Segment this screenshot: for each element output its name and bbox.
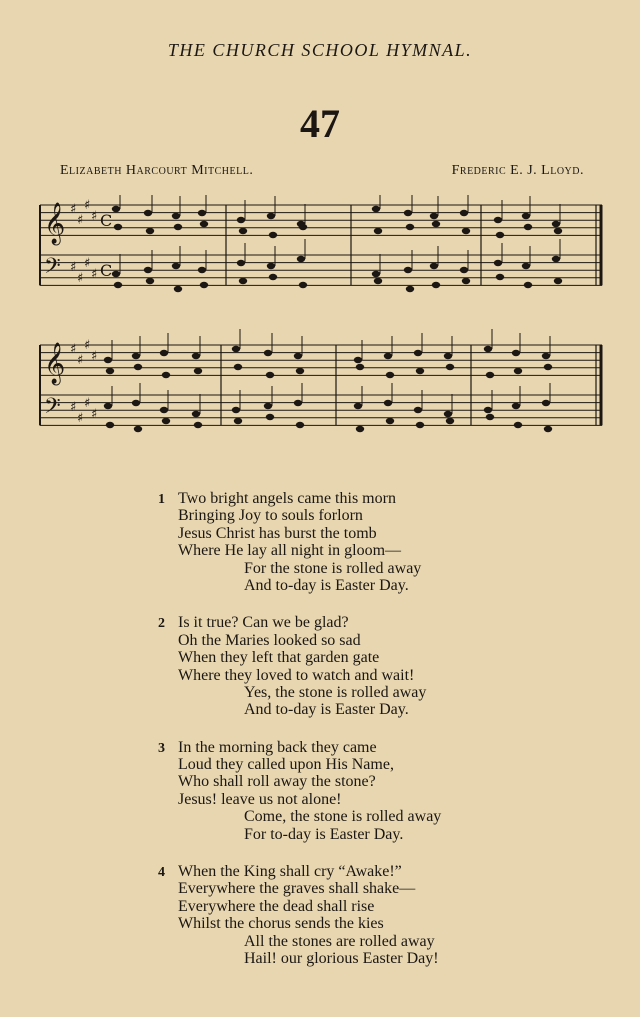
verse-line-text: In the morning back they came	[178, 738, 377, 756]
sharp-icon: ♯	[91, 349, 98, 364]
verse-line-text: Everywhere the graves shall shake—	[178, 880, 416, 898]
undefined	[460, 267, 468, 273]
note-head	[174, 286, 182, 292]
verse-number: 2	[158, 616, 165, 632]
undefined	[192, 411, 200, 417]
treble-clef-icon: 𝄞	[44, 343, 66, 384]
note-head	[554, 228, 562, 234]
undefined	[237, 260, 245, 266]
note-head	[496, 232, 504, 238]
verse-line	[158, 773, 441, 790]
undefined	[198, 267, 206, 273]
verse-line-text: Bringing Joy to souls forlorn	[178, 507, 363, 525]
verse-number: 4	[158, 865, 165, 881]
undefined	[430, 263, 438, 269]
note-head	[296, 422, 304, 428]
sharp-icon: ♯	[77, 213, 84, 228]
note-head	[446, 364, 454, 370]
verse-line	[158, 525, 441, 542]
undefined	[172, 263, 180, 269]
undefined	[160, 407, 168, 413]
sharp-icon: ♯	[77, 271, 84, 286]
note-head	[194, 422, 202, 428]
verse-line-text: Yes, the stone is rolled away	[244, 683, 427, 701]
sharp-icon: ♯	[91, 209, 98, 224]
undefined	[512, 350, 520, 356]
undefined	[494, 260, 502, 266]
verse-line-text: And to-day is Easter Day.	[244, 701, 409, 719]
undefined	[460, 210, 468, 216]
note-head	[299, 224, 307, 230]
note-head	[524, 224, 532, 230]
verse-line	[158, 950, 441, 967]
verse-line-text: Come, the stone is rolled away	[244, 808, 442, 826]
note-head	[374, 278, 382, 284]
note-head	[416, 368, 424, 374]
verses	[158, 490, 441, 987]
undefined	[484, 407, 492, 413]
undefined	[104, 357, 112, 363]
undefined	[484, 346, 492, 352]
sharp-icon: ♯	[70, 400, 77, 415]
note-head	[386, 372, 394, 378]
note-head	[114, 282, 122, 288]
undefined	[512, 403, 520, 409]
undefined	[144, 210, 152, 216]
verse-number: 3	[158, 740, 165, 756]
sharp-icon: ♯	[70, 260, 77, 275]
hymn-number: 47	[300, 101, 340, 146]
sharp-icon: ♯	[77, 411, 84, 426]
verse-line-text: Oh the Maries looked so sad	[178, 631, 361, 649]
verse	[158, 490, 441, 594]
verse-line	[158, 756, 441, 773]
sharp-icon: ♯	[84, 396, 91, 411]
verse-line	[158, 667, 441, 684]
undefined	[160, 350, 168, 356]
verse-line	[158, 880, 441, 897]
verse-line	[158, 933, 441, 950]
undefined	[112, 206, 120, 212]
undefined	[198, 210, 206, 216]
undefined	[172, 213, 180, 219]
note-head	[234, 364, 242, 370]
note-head	[266, 372, 274, 378]
note-head	[554, 278, 562, 284]
undefined	[522, 263, 530, 269]
note-head	[462, 278, 470, 284]
undefined	[232, 407, 240, 413]
note-head	[239, 228, 247, 234]
undefined	[132, 400, 140, 406]
verse-line-text: Everywhere the dead shall rise	[178, 897, 375, 915]
verse-line-text: When they left that garden gate	[178, 649, 380, 667]
note-head	[514, 368, 522, 374]
undefined	[297, 256, 305, 262]
verse	[158, 863, 441, 967]
verse-line-text: Loud they called upon His Name,	[178, 756, 394, 774]
undefined	[494, 217, 502, 223]
note-head	[514, 422, 522, 428]
note-head	[544, 364, 552, 370]
note-head	[299, 282, 307, 288]
note-head	[406, 286, 414, 292]
sharp-icon: ♯	[91, 407, 98, 422]
sharp-icon: ♯	[91, 267, 98, 282]
undefined	[237, 217, 245, 223]
undefined	[294, 353, 302, 359]
verse-line-text: Hail! our glorious Easter Day!	[244, 949, 439, 967]
sharp-icon: ♯	[84, 198, 91, 213]
undefined	[264, 403, 272, 409]
music-score	[36, 195, 606, 470]
verse-line	[158, 507, 441, 524]
common-time-icon: C	[100, 261, 113, 280]
verse-line	[158, 826, 441, 843]
verse-line-text: Two bright angels came this morn	[178, 490, 396, 507]
sharp-icon: ♯	[77, 353, 84, 368]
note-head	[106, 368, 114, 374]
undefined	[542, 353, 550, 359]
note-head	[162, 372, 170, 378]
verse-line	[158, 684, 441, 701]
undefined	[372, 271, 380, 277]
note-head	[114, 224, 122, 230]
note-head	[462, 228, 470, 234]
verse-line	[158, 808, 441, 825]
verse-line-text: Jesus Christ has burst the tomb	[178, 524, 377, 542]
undefined	[267, 263, 275, 269]
note-head	[234, 418, 242, 424]
note-head	[296, 368, 304, 374]
undefined	[430, 213, 438, 219]
sharp-icon: ♯	[70, 342, 77, 357]
verse-line-text: Who shall roll away the stone?	[178, 773, 376, 791]
note-head	[544, 426, 552, 432]
note-head	[524, 282, 532, 288]
undefined	[384, 353, 392, 359]
verse-line	[158, 490, 441, 507]
note-head	[134, 364, 142, 370]
sharp-icon: ♯	[70, 202, 77, 217]
bass-clef-icon: 𝄢	[44, 254, 61, 284]
note-head	[269, 274, 277, 280]
note-head	[162, 418, 170, 424]
undefined	[542, 400, 550, 406]
note-head	[200, 282, 208, 288]
sharp-icon: ♯	[84, 256, 91, 271]
running-title: THE CHURCH SCHOOL HYMNAL.	[167, 40, 473, 60]
note-head	[432, 282, 440, 288]
verse-line	[158, 577, 441, 594]
note-head	[356, 426, 364, 432]
verse-line	[158, 542, 441, 559]
note-head	[269, 232, 277, 238]
verse-line	[158, 614, 441, 631]
note-head	[486, 372, 494, 378]
undefined	[444, 353, 452, 359]
verse	[158, 614, 441, 718]
verse-line	[158, 701, 441, 718]
note-head	[106, 422, 114, 428]
verse-line-text: All the stones are rolled away	[244, 932, 435, 950]
verse-line	[158, 898, 441, 915]
verse-line-text: Is it true? Can we be glad?	[178, 614, 349, 632]
note-head	[374, 228, 382, 234]
undefined	[414, 407, 422, 413]
undefined	[404, 267, 412, 273]
bass-clef-icon: 𝄢	[44, 394, 61, 424]
note-head	[446, 418, 454, 424]
note-head	[239, 278, 247, 284]
undefined	[264, 350, 272, 356]
note-head	[200, 221, 208, 227]
undefined	[404, 210, 412, 216]
verse-line	[158, 863, 441, 880]
undefined	[192, 353, 200, 359]
verse-line-text: Jesus! leave us not alone!	[178, 790, 342, 808]
verse-line-text: For the stone is rolled away	[244, 559, 422, 577]
undefined	[267, 213, 275, 219]
undefined	[294, 400, 302, 406]
undefined	[384, 400, 392, 406]
verse-line	[158, 649, 441, 666]
undefined	[444, 411, 452, 417]
note-head	[146, 228, 154, 234]
verse-line-text: Where He lay all night in gloom—	[178, 542, 402, 560]
note-head	[416, 422, 424, 428]
verse-line	[158, 915, 441, 932]
note-head	[486, 414, 494, 420]
note-head	[174, 224, 182, 230]
note-head	[194, 368, 202, 374]
composer-credit: Frederic E. J. Lloyd.	[451, 163, 584, 178]
undefined	[552, 221, 560, 227]
verse-line-text: Where they loved to watch and wait!	[178, 666, 415, 684]
note-head	[146, 278, 154, 284]
verse-line-text: Whilst the chorus sends the kies	[178, 915, 384, 933]
treble-clef-icon: 𝄞	[44, 203, 66, 244]
verse-line	[158, 791, 441, 808]
undefined	[104, 403, 112, 409]
note-head	[432, 221, 440, 227]
note-head	[356, 364, 364, 370]
verse-line-text: For to-day is Easter Day.	[244, 825, 404, 843]
verse-number: 1	[158, 492, 165, 507]
undefined	[112, 271, 120, 277]
verse-line	[158, 632, 441, 649]
undefined	[414, 350, 422, 356]
undefined	[354, 357, 362, 363]
verse-line	[158, 560, 441, 577]
undefined	[354, 403, 362, 409]
common-time-icon: C	[100, 211, 113, 230]
undefined	[144, 267, 152, 273]
undefined	[232, 346, 240, 352]
undefined	[552, 256, 560, 262]
verse-line	[158, 739, 441, 756]
verse	[158, 739, 441, 843]
verse-line-text: And to-day is Easter Day.	[244, 576, 409, 594]
note-head	[406, 224, 414, 230]
undefined	[132, 353, 140, 359]
note-head	[266, 414, 274, 420]
undefined	[522, 213, 530, 219]
undefined	[372, 206, 380, 212]
note-head	[386, 418, 394, 424]
note-head	[134, 426, 142, 432]
verse-line-text: When the King shall cry “Awake!”	[178, 863, 402, 881]
sharp-icon: ♯	[84, 338, 91, 353]
author-credit: Elizabeth Harcourt Mitchell.	[60, 163, 254, 178]
note-head	[496, 274, 504, 280]
